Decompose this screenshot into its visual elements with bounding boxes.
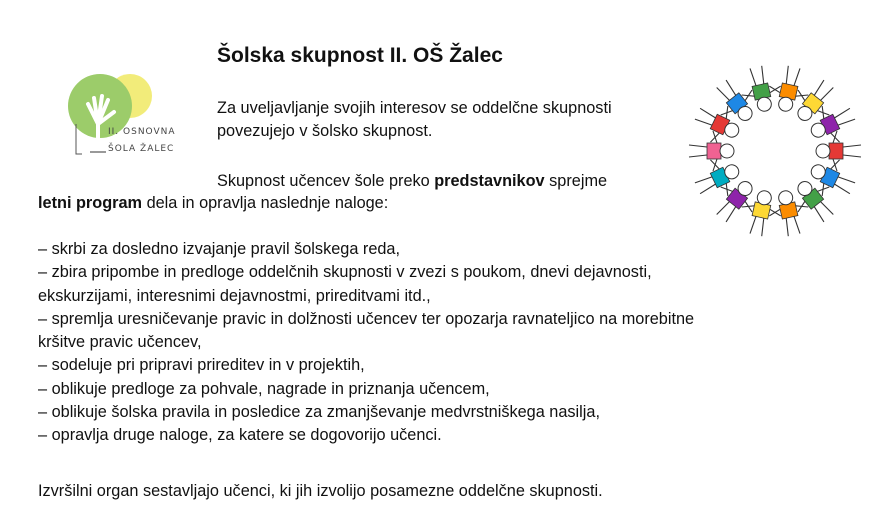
program-line-2 [38, 192, 388, 215]
program-pre: Skupnost učencev šole preko [217, 172, 435, 190]
intro-line-2: povezujejo v šolsko skupnost. [217, 122, 433, 140]
logo-line-1: II. OSNOVNA [108, 127, 176, 137]
task-line: – zbira pripombe in predloge oddelčnih skupnosti v zvezi s poukom, dnevi dejavnosti, [38, 263, 652, 282]
child-figure [689, 131, 734, 171]
task-list [38, 238, 694, 448]
task-line: kršitve pravic učencev, [38, 333, 202, 352]
program-bold-representatives: predstavnikov [434, 172, 545, 190]
program-post: dela in opravlja naslednje naloge: [142, 194, 389, 212]
intro-line-1: Za uveljavljanje svojih interesov se oddelčne skupnosti [217, 99, 612, 117]
task-line: ekskurzijami, interesnimi dejavnostmi, prireditvami itd., [38, 286, 431, 305]
task-line: – spremlja uresničevanje pravic in dolžnosti učencev ter opozarja ravnateljico na morebitne [38, 309, 695, 328]
logo-line-2: ŠOLA ŽALEC [108, 144, 175, 154]
task-line: – opravlja druge naloge, za katere se dogovorijo učenci. [38, 426, 442, 445]
children-ring-icon [670, 56, 880, 251]
task-line: – oblikuje šolska pravila in posledice za zmanjševanje medvrstniškega nasilja, [38, 403, 600, 422]
children-circle-illustration [670, 56, 880, 251]
program-mid: sprejme [544, 172, 608, 190]
page-title: Šolska skupnost II. OŠ Žalec [217, 44, 503, 67]
footer-text: Izvršilni organ sestavljajo učenci, ki jih izvolijo posamezne oddelčne skupnosti. [38, 482, 603, 500]
child-figure [816, 131, 861, 171]
program-bold-annual: letni program [38, 194, 143, 212]
task-line: – sodeluje pri pripravi prireditev in v projektih, [38, 356, 365, 375]
school-logo [60, 64, 180, 169]
task-line: – skrbi za dosledno izvajanje pravil šolskega reda, [38, 240, 401, 258]
program-line-1 [217, 170, 607, 193]
task-line: – oblikuje predloge za pohvale, nagrade in priznanja učencem, [38, 379, 490, 398]
